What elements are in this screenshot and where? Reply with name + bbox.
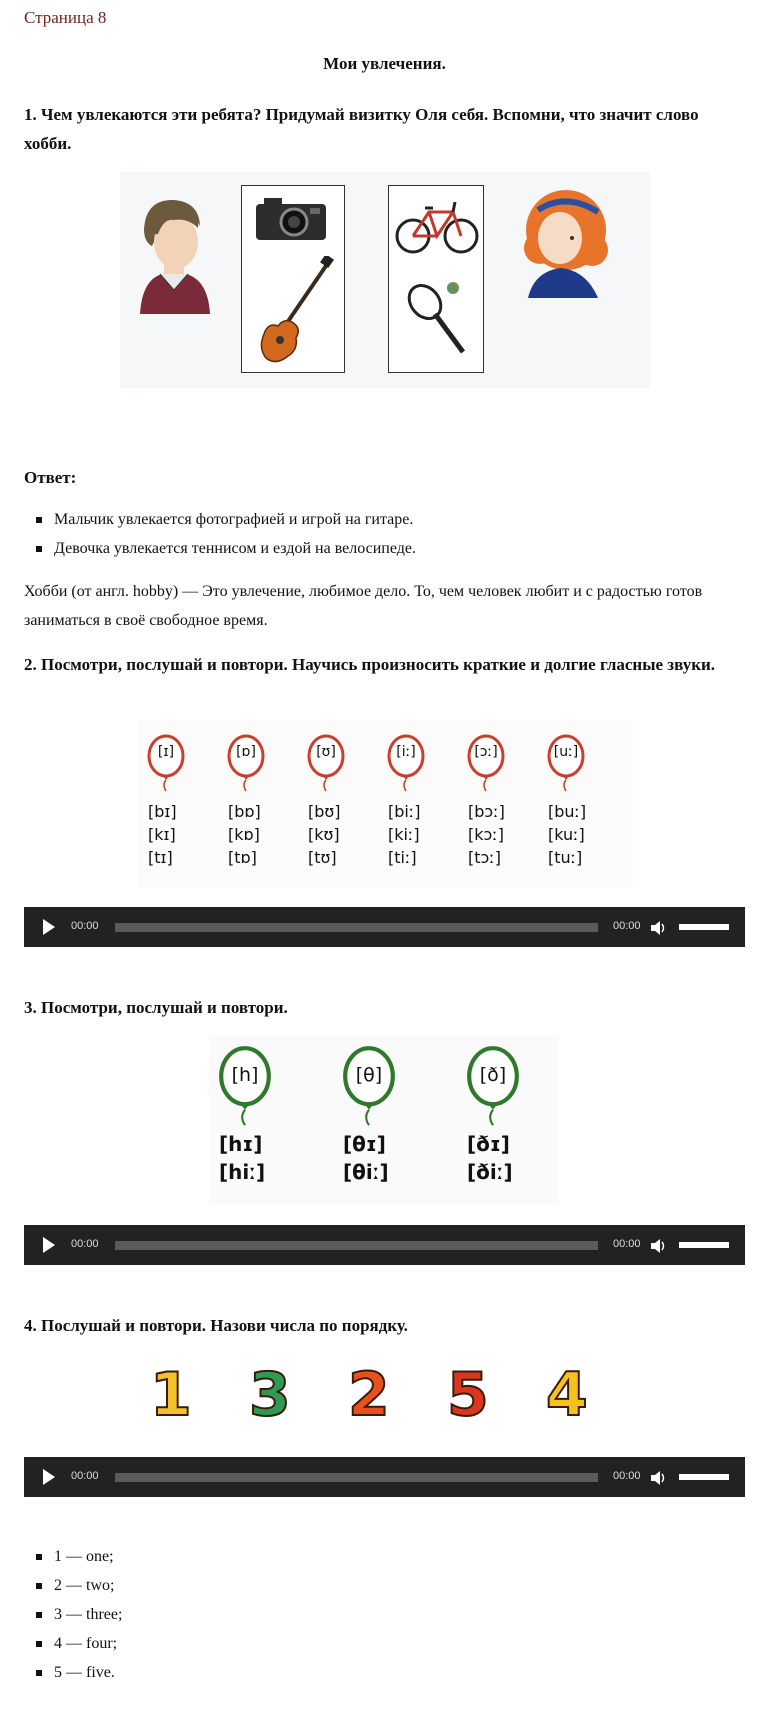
hobbies-illustration — [120, 172, 650, 388]
transcription: [kɒ] — [228, 825, 260, 844]
girl-image — [520, 188, 616, 298]
sound-label: [ɪ] — [157, 743, 175, 760]
balloon-icon — [146, 728, 186, 798]
hobby-definition: Хобби (от англ. hobby) — Это увлечение, любимое дело. То, чем человек любит и с радостью готов заниматься в своё свободное время. — [24, 583, 703, 629]
bicycle-icon — [395, 196, 479, 256]
transcription: [tuː] — [548, 848, 583, 867]
balloon-icon — [465, 1044, 521, 1128]
transcription: [bɔː] — [468, 802, 505, 821]
answer-label: Ответ: — [24, 468, 77, 487]
number-5: 5 — [447, 1360, 489, 1430]
transcription: [bʊ] — [308, 802, 341, 821]
transcription: [kɔː] — [468, 825, 504, 844]
list-item: 4 — four; — [24, 1629, 744, 1658]
camera-icon — [254, 194, 328, 242]
transcription: [θiː] — [343, 1160, 389, 1184]
transcription: [θɪ] — [343, 1132, 386, 1156]
play-button[interactable] — [43, 919, 55, 935]
volume-slider[interactable] — [679, 924, 729, 930]
transcription: [tɪ] — [148, 848, 173, 867]
number-4: 4 — [546, 1360, 588, 1430]
duration: 00:00 — [613, 920, 641, 932]
transcription: [tɔː] — [468, 848, 501, 867]
transcription: [buː] — [548, 802, 587, 821]
list-item: Девочка увлекается теннисом и ездой на велосипеде. — [24, 534, 744, 563]
duration: 00:00 — [613, 1238, 641, 1250]
list-item: Мальчик увлекается фотографией и игрой на гитаре. — [24, 505, 744, 534]
balloon-icon — [466, 728, 506, 798]
progress-bar[interactable] — [115, 1473, 598, 1482]
sound-label: [θ] — [355, 1063, 383, 1086]
transcription: [kiː] — [388, 825, 420, 844]
progress-bar[interactable] — [115, 923, 598, 932]
audio-player-numbers[interactable] — [24, 1457, 745, 1497]
number-2: 2 — [348, 1360, 390, 1430]
audio-player-consonants[interactable] — [24, 1225, 745, 1265]
sound-label: [iː] — [396, 743, 416, 760]
numbers-figure — [150, 1360, 610, 1430]
balloon-icon — [546, 728, 586, 798]
list-item: 3 — three; — [24, 1600, 744, 1629]
volume-icon[interactable] — [650, 1238, 666, 1254]
progress-bar[interactable] — [115, 1241, 598, 1250]
transcription: [bɒ] — [228, 802, 261, 821]
transcription: [ðɪ] — [467, 1132, 510, 1156]
current-time: 00:00 — [71, 1470, 99, 1482]
balloon-icon — [306, 728, 346, 798]
balloon-icon — [217, 1044, 273, 1128]
task2-question: 2. Посмотри, послушай и повтори. Научись произносить краткие и долгие гласные звуки. — [24, 655, 716, 674]
current-time: 00:00 — [71, 920, 99, 932]
volume-icon[interactable] — [650, 1470, 666, 1486]
volume-icon[interactable] — [650, 920, 666, 936]
current-time: 00:00 — [71, 1238, 99, 1250]
transcription: [ðiː] — [467, 1160, 513, 1184]
number-3: 3 — [249, 1360, 291, 1430]
transcription: [tiː] — [388, 848, 417, 867]
sound-label: [ɒ] — [236, 743, 256, 760]
sound-label: [ð] — [479, 1063, 507, 1086]
task4-question: 4. Послушай и повтори. Назови числа по порядку. — [24, 1316, 408, 1335]
list-item: 2 — two; — [24, 1571, 744, 1600]
task1-question: 1. Чем увлекаются эти ребята? Придумай визитку Оля себя. Вспомни, что значит слово хобби. — [24, 105, 699, 153]
transcription: [tʊ] — [308, 848, 337, 867]
transcription: [tɒ] — [228, 848, 257, 867]
vowel-balloons-figure — [138, 720, 633, 888]
duration: 00:00 — [613, 1470, 641, 1482]
sound-label: [ʊ] — [316, 743, 336, 760]
numbers-list — [24, 1542, 744, 1687]
play-button[interactable] — [43, 1237, 55, 1253]
sound-label: [h] — [231, 1063, 259, 1086]
transcription: [hiː] — [219, 1160, 266, 1184]
balloon-icon — [386, 728, 426, 798]
sound-label: [uː] — [553, 743, 579, 760]
sound-label: [ɔː] — [474, 743, 498, 760]
transcription: [kʊ] — [308, 825, 340, 844]
balloon-icon — [341, 1044, 397, 1128]
guitar-icon — [256, 256, 336, 366]
list-item: 5 — five. — [24, 1658, 744, 1687]
page-title: Мои увлечения. — [323, 54, 446, 73]
transcription: [bɪ] — [148, 802, 177, 821]
transcription: [biː] — [388, 802, 421, 821]
girl-hobbies-box — [388, 185, 484, 373]
page-link[interactable]: Страница 8 — [24, 8, 107, 27]
transcription: [hɪ] — [219, 1132, 263, 1156]
number-1: 1 — [150, 1360, 192, 1430]
volume-slider[interactable] — [679, 1242, 729, 1248]
audio-player-vowels[interactable] — [24, 907, 745, 947]
balloon-icon — [226, 728, 266, 798]
transcription: [kuː] — [548, 825, 585, 844]
transcription: [kɪ] — [148, 825, 176, 844]
volume-slider[interactable] — [679, 1474, 729, 1480]
answer-list — [24, 505, 744, 563]
boy-hobbies-box — [241, 185, 345, 373]
boy-image — [134, 194, 214, 314]
list-item: 1 — one; — [24, 1542, 744, 1571]
consonant-balloons-figure — [209, 1036, 559, 1204]
play-button[interactable] — [43, 1469, 55, 1485]
task3-question: 3. Посмотри, послушай и повтори. — [24, 998, 288, 1017]
tennis-racket-icon — [403, 278, 473, 358]
